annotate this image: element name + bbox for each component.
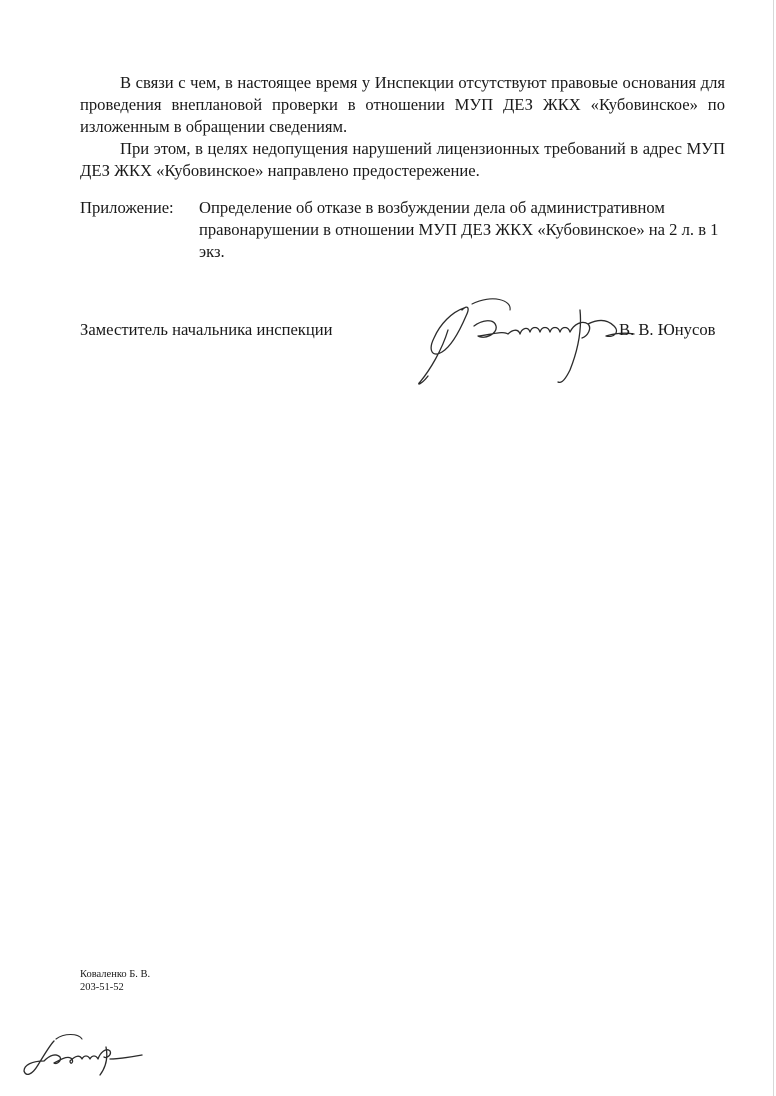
body-paragraph-2: При этом, в целях недопущения нарушений лицензионных требований в адрес МУП ДЕЗ ЖКХ «Кубовинское» направлено предостережение. bbox=[80, 139, 725, 180]
body-paragraph-1: В связи с чем, в настоящее время у Инспекции отсутствуют правовые основания для проведения внеплановой проверки в отношении МУП ДЕЗ ЖКХ «Кубовинское» по изложенным в обращении сведениям. bbox=[80, 73, 725, 136]
signer-position: Заместитель начальника инспекции bbox=[80, 320, 333, 339]
executor-block bbox=[80, 968, 150, 994]
attachment-text: Определение об отказе в возбуждении дела об административном правонарушении в отношении МУП ДЕЗ ЖКХ «Кубовинское» на 2 л. в 1 экз. bbox=[199, 198, 719, 261]
executor-name: Коваленко Б. В. bbox=[80, 969, 151, 980]
signer-name: В. В. Юнусов bbox=[619, 320, 716, 339]
handwritten-signature bbox=[412, 290, 642, 390]
attachment-label: Приложение: bbox=[80, 198, 174, 217]
executor-phone: 203-51-52 bbox=[80, 982, 124, 993]
small-signature bbox=[20, 1025, 170, 1080]
page-edge bbox=[773, 0, 774, 1096]
